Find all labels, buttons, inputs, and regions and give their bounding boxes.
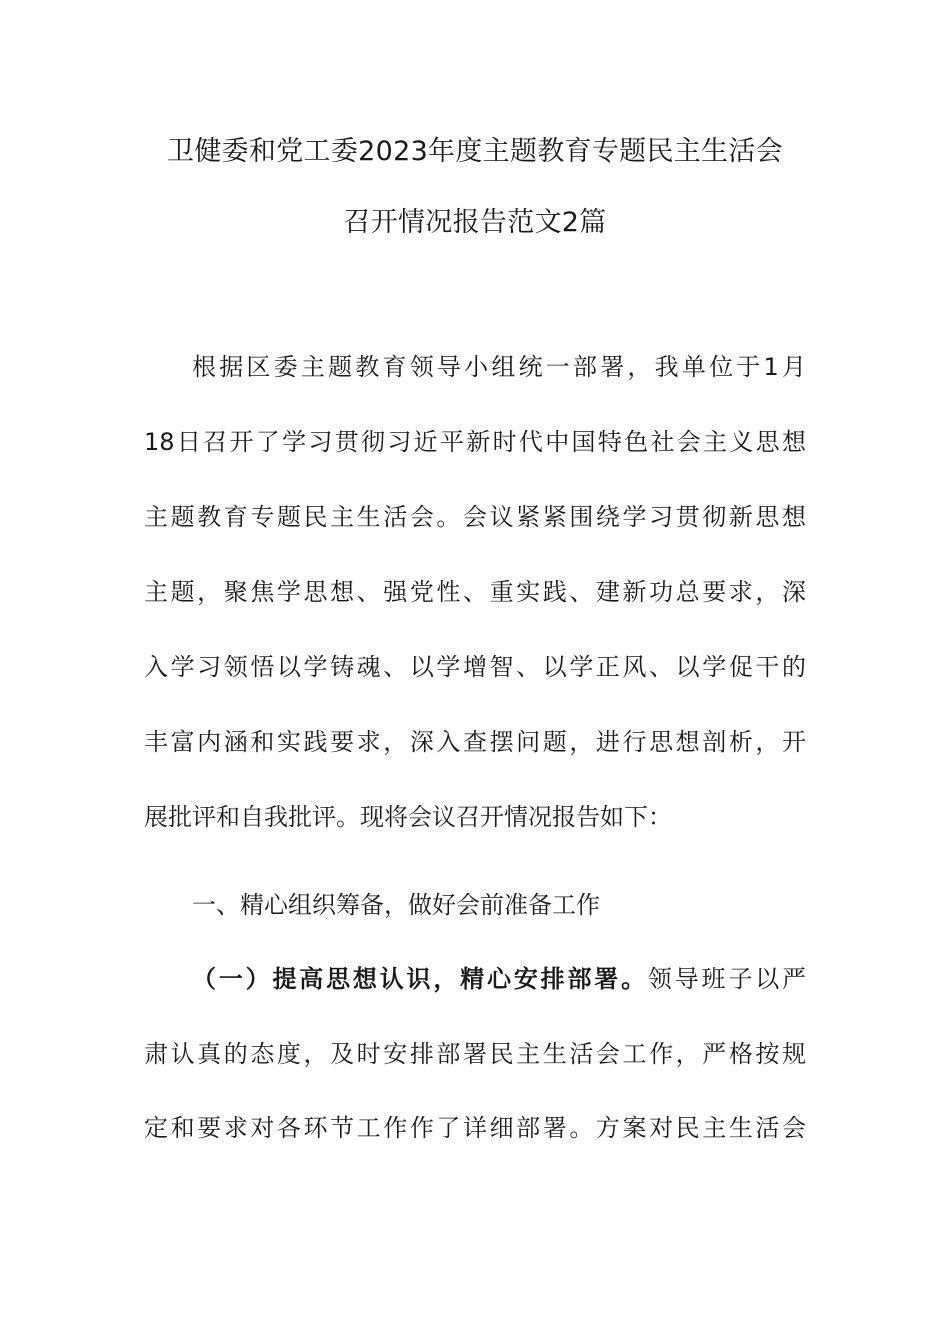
paragraph-line: 定和要求对各环节工作作了详细部署。方案对民主生活会 — [144, 1114, 806, 1142]
paragraph-line: 主题教育专题民主生活会。会议紧紧围绕学习贯彻新思想 — [144, 503, 806, 531]
subsection-first-line — [192, 962, 806, 996]
paragraph-line: 肃认真的态度，及时安排部署民主生活会工作，严格按规 — [144, 1040, 806, 1068]
paragraph-line: 18日召开了学习贯彻习近平新时代中国特色社会主义思想 — [144, 428, 806, 456]
document-title-line-1: 卫健委和党工委2023年度主题教育专题民主生活会 — [167, 136, 783, 167]
paragraph-line: 主题，聚焦学思想、强党性、重实践、建新功总要求，深 — [144, 578, 806, 606]
subsection-lead-rest: 领导班子以严 — [647, 965, 807, 993]
paragraph-line: 丰富内涵和实践要求，深入查摆问题，进行思想剖析，开 — [144, 728, 806, 756]
document-title-line-2: 召开情况报告范文2篇 — [343, 207, 607, 238]
paragraph-line: 入学习领悟以学铸魂、以学增智、以学正风、以学促干的 — [144, 653, 806, 681]
paragraph-line: 展批评和自我批评。现将会议召开情况报告如下： — [144, 803, 672, 831]
paragraph-line: 根据区委主题教育领导小组统一部署，我单位于1月 — [192, 353, 806, 381]
subsection-bold-lead: （一）提高思想认识，精心安排部署。 — [192, 965, 648, 993]
section-heading: 一、精心组织筹备，做好会前准备工作 — [192, 891, 600, 919]
